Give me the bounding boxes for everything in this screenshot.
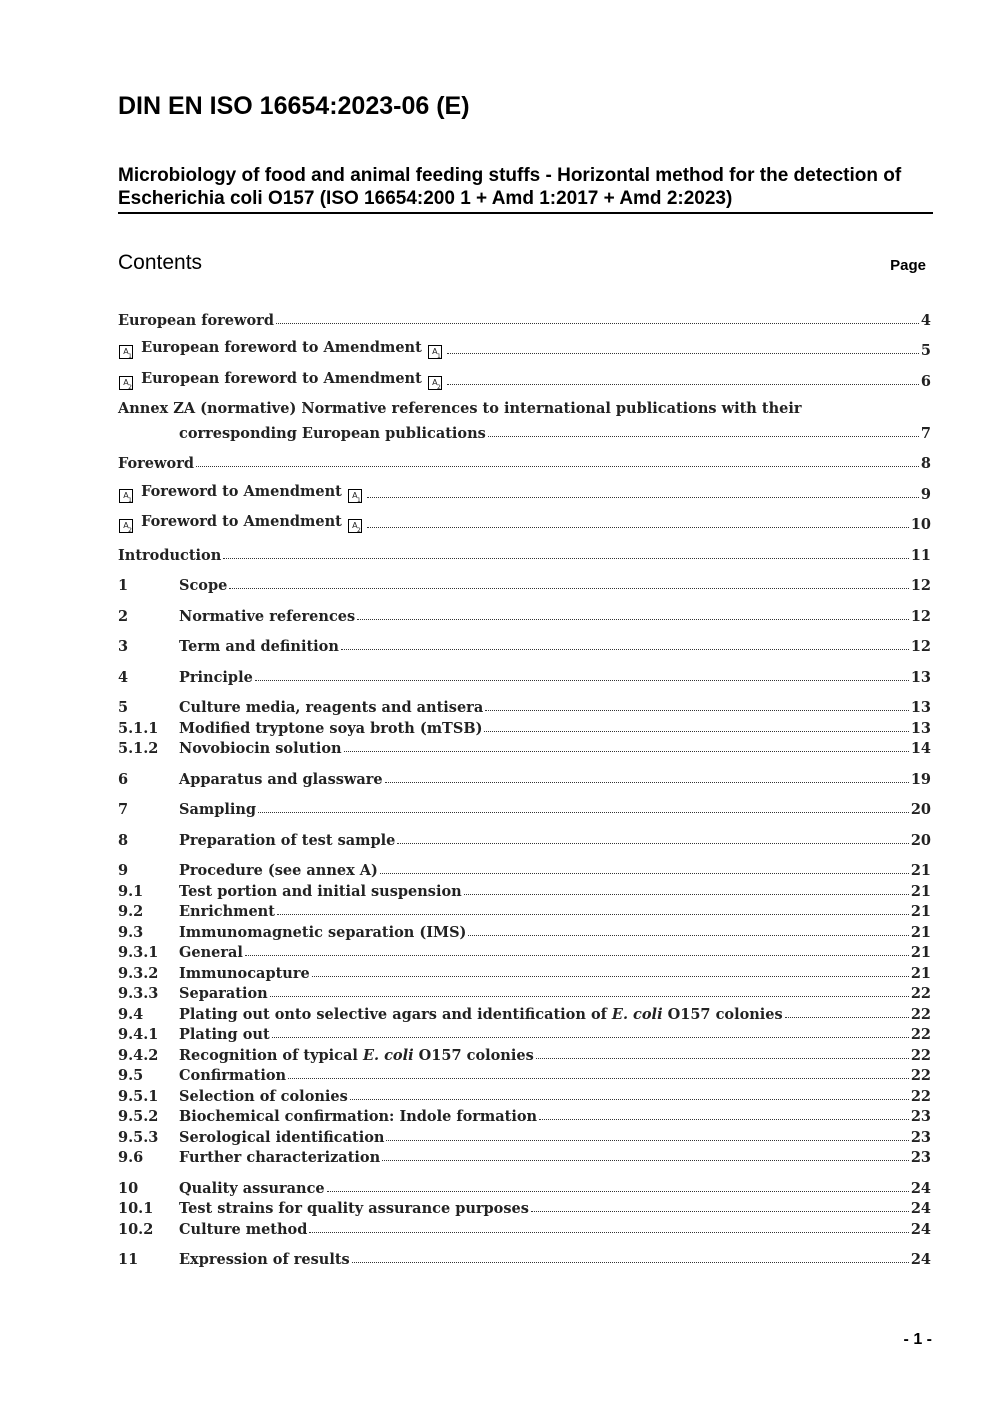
dot-leader — [312, 976, 909, 977]
toc-entry-number: 1 — [118, 577, 129, 594]
toc-entry-title: Biochemical confirmation: Indole formation — [179, 1108, 538, 1125]
amendment-start-marker-icon: A 2 — [119, 376, 133, 390]
dot-leader — [350, 1099, 909, 1100]
toc-entry-section-5-1-1[interactable] — [118, 716, 931, 737]
toc-entry-number: 9.3 — [118, 923, 144, 941]
toc-entry-page: 22 — [910, 1005, 931, 1023]
toc-entry-number: 7 — [118, 801, 129, 818]
toc-entry-number: 11 — [118, 1251, 139, 1268]
dot-leader — [277, 914, 909, 915]
toc-entry-section-10-1[interactable] — [118, 1197, 931, 1218]
dot-leader — [223, 558, 909, 559]
toc-entry-page: 12 — [910, 638, 931, 655]
dot-leader — [531, 1211, 909, 1212]
toc-entry-title: Quality assurance — [179, 1179, 325, 1197]
page-column-label: Page — [890, 257, 926, 274]
toc-entry-title: Culture media, reagents and antisera — [179, 699, 484, 716]
toc-entry-title: Immunocapture — [179, 964, 310, 982]
toc-entry-section-9-3-1[interactable] — [118, 941, 931, 962]
dot-leader — [464, 894, 909, 895]
toc-entry-title: Modified tryptone soya broth (mTSB) — [179, 719, 483, 737]
toc-entry-number: 10.1 — [118, 1200, 154, 1217]
toc-entry-title: European foreword — [118, 311, 274, 329]
toc-entry-section-10[interactable] — [118, 1176, 931, 1197]
dot-leader — [484, 731, 908, 732]
amendment-end-marker-icon: A 1 — [428, 345, 442, 359]
toc-entry-section-9-5-3[interactable] — [118, 1125, 931, 1146]
toc-entry-title: Normative references — [179, 607, 356, 625]
amendment-start-marker-icon: A 1 — [119, 489, 133, 503]
toc-entry-title: Foreword to Amendment — [141, 513, 342, 530]
toc-entry-title: Novobiocin solution — [179, 740, 342, 757]
amendment-end-marker-icon: A 1 — [348, 489, 362, 503]
toc-entry-number: 9.6 — [118, 1149, 144, 1166]
toc-entry-section-6[interactable] — [118, 767, 931, 788]
dot-leader — [447, 353, 919, 354]
toc-entry-section-9-3-3[interactable] — [118, 982, 931, 1003]
toc-entry-section-9-5-2[interactable] — [118, 1105, 931, 1126]
toc-entry-section-9-5[interactable] — [118, 1064, 931, 1085]
toc-entry-page: 21 — [910, 862, 931, 879]
toc-entry-section-3[interactable] — [118, 635, 931, 656]
toc-entry-title: Principle — [179, 668, 253, 686]
toc-entry-section-2[interactable] — [118, 604, 931, 625]
toc-entry-title: European foreword to Amendment — [141, 339, 422, 356]
toc-entry-european-foreword-amd2[interactable] — [118, 369, 931, 390]
toc-entry-page: 5 — [920, 342, 931, 359]
toc-entry-page: 23 — [910, 1149, 931, 1166]
dot-leader — [270, 996, 909, 997]
toc-entry-title: Separation — [179, 985, 268, 1002]
toc-entry-page: 20 — [910, 801, 931, 818]
dot-leader — [196, 466, 919, 467]
dot-leader — [276, 323, 919, 324]
toc-entry-title: Immunomagnetic separation (IMS) — [179, 923, 467, 941]
toc-entry-section-9-5-1[interactable] — [118, 1084, 931, 1105]
toc-entry-page: 13 — [910, 668, 931, 686]
toc-entry-section-7[interactable] — [118, 798, 931, 819]
amendment-end-marker-icon: A 2 — [428, 376, 442, 390]
toc-entry-title: Foreword — [118, 455, 194, 472]
toc-entry-page: 12 — [910, 577, 931, 594]
dot-leader — [447, 384, 919, 385]
toc-entry-number: 9.3.1 — [118, 944, 159, 961]
dot-leader — [468, 935, 908, 936]
toc-entry-title: Plating out onto selective agars and identification of E. coli O157 colonies — [179, 1005, 783, 1023]
dot-leader — [357, 619, 909, 620]
toc-entry-page: 6 — [920, 372, 931, 390]
toc-entry-number: 6 — [118, 770, 129, 788]
toc-entry-number: 9.5.1 — [118, 1087, 159, 1105]
table-of-contents — [118, 308, 931, 1268]
toc-entry-title: Test portion and initial suspension — [179, 882, 462, 900]
toc-entry-number: 9 — [118, 862, 129, 879]
toc-entry-title: Further characterization — [179, 1149, 381, 1166]
toc-entry-page: 22 — [910, 1046, 931, 1064]
dot-leader — [485, 710, 909, 711]
toc-entry-number: 4 — [118, 668, 129, 686]
toc-entry-title: Plating out — [179, 1026, 270, 1043]
toc-entry-section-5-1-2[interactable] — [118, 737, 931, 758]
toc-entry-title: Annex ZA (normative) Normative references to international publications with their — [118, 399, 802, 417]
toc-entry-title: Expression of results — [179, 1251, 350, 1268]
toc-entry-page: 24 — [910, 1220, 931, 1238]
dot-leader — [229, 588, 908, 589]
dot-leader — [272, 1037, 909, 1038]
toc-entry-number: 9.4.1 — [118, 1026, 159, 1043]
dot-leader — [352, 1262, 909, 1263]
toc-entry-section-4[interactable] — [118, 665, 931, 686]
dot-leader — [382, 1160, 909, 1161]
toc-entry-number: 2 — [118, 607, 129, 625]
toc-entry-page: 24 — [910, 1179, 931, 1197]
toc-entry-number: 9.5 — [118, 1067, 144, 1084]
toc-entry-title: Apparatus and glassware — [179, 770, 383, 788]
toc-entry-number: 5.1.2 — [118, 740, 159, 757]
document-subtitle: Microbiology of food and animal feeding stuffs - Horizontal method for the detection of Escherichia coli O157 (ISO 16654:200 1 + Amd 1:2017 + Amd 2:2023) — [118, 164, 933, 214]
toc-entry-page: 23 — [910, 1128, 931, 1146]
toc-entry-title: Culture method — [179, 1220, 308, 1238]
toc-entry-title: Selection of colonies — [179, 1087, 348, 1105]
toc-entry-number: 9.3.3 — [118, 985, 159, 1002]
dot-leader — [344, 751, 909, 752]
toc-entry-number: 5.1.1 — [118, 719, 159, 737]
contents-heading: Contents — [118, 251, 203, 274]
toc-entry-section-9-6[interactable] — [118, 1146, 931, 1167]
toc-entry-page: 22 — [910, 1067, 931, 1084]
toc-entry-section-5[interactable] — [118, 696, 931, 717]
toc-entry-section-9[interactable] — [118, 859, 931, 880]
toc-entry-section-9-4-1[interactable] — [118, 1023, 931, 1044]
dot-leader — [245, 955, 909, 956]
toc-entry-page: 7 — [920, 424, 931, 442]
toc-entry-title: Test strains for quality assurance purposes — [179, 1200, 529, 1217]
toc-entry-page: 24 — [910, 1251, 931, 1268]
dot-leader — [367, 527, 909, 528]
toc-entry-european-foreword[interactable] — [118, 308, 931, 329]
toc-entry-number: 9.2 — [118, 903, 144, 920]
toc-entry-title: European foreword to Amendment — [141, 369, 422, 387]
toc-entry-number: 9.3.2 — [118, 964, 159, 982]
toc-entry-page: 19 — [910, 770, 931, 788]
dot-leader — [488, 436, 919, 437]
page-number-footer: - 1 - — [903, 1331, 932, 1348]
toc-entry-title: Recognition of typical E. coli O157 colonies — [179, 1046, 534, 1064]
dot-leader — [380, 873, 909, 874]
toc-entry-title: Term and definition — [179, 638, 339, 655]
dot-leader — [397, 843, 908, 844]
toc-entry-section-9-4-2[interactable] — [118, 1043, 931, 1064]
dot-leader — [367, 497, 919, 498]
toc-entry-number: 10.2 — [118, 1220, 154, 1238]
toc-entry-page: 11 — [910, 546, 931, 564]
dot-leader — [309, 1232, 908, 1233]
toc-entry-section-9-4[interactable] — [118, 1002, 931, 1023]
amendment-start-marker-icon: A 2 — [119, 519, 133, 533]
document-title: DIN EN ISO 16654:2023-06 (E) — [118, 92, 470, 120]
toc-entry-page: 23 — [910, 1108, 931, 1125]
toc-entry-page: 13 — [910, 699, 931, 716]
toc-entry-section-1[interactable] — [118, 574, 931, 595]
toc-entry-section-11[interactable] — [118, 1248, 931, 1269]
toc-entry-page: 21 — [910, 903, 931, 920]
amendment-start-marker-icon: A 1 — [119, 345, 133, 359]
toc-entry-page: 22 — [910, 1087, 931, 1105]
toc-entry-page: 21 — [910, 964, 931, 982]
toc-entry-title-continued: corresponding European publications — [179, 424, 486, 442]
toc-entry-title: Sampling — [179, 801, 257, 818]
toc-entry-page: 21 — [910, 944, 931, 961]
toc-entry-section-8[interactable] — [118, 828, 931, 849]
dot-leader — [386, 1140, 908, 1141]
toc-entry-page: 20 — [910, 831, 931, 849]
dot-leader — [258, 812, 909, 813]
toc-entry-page: 4 — [920, 311, 931, 329]
toc-entry-number: 9.5.2 — [118, 1108, 159, 1125]
toc-entry-number: 8 — [118, 831, 129, 849]
toc-entry-title: Introduction — [118, 546, 222, 564]
dot-leader — [327, 1191, 909, 1192]
toc-entry-page: 21 — [910, 923, 931, 941]
toc-entry-page: 24 — [910, 1200, 931, 1217]
toc-entry-annex-za[interactable] — [118, 400, 931, 442]
toc-entry-number: 9.4.2 — [118, 1046, 159, 1064]
toc-entry-number: 5 — [118, 699, 129, 716]
toc-entry-number: 9.4 — [118, 1005, 144, 1023]
toc-entry-number: 9.5.3 — [118, 1128, 159, 1146]
toc-entry-page: 22 — [910, 1026, 931, 1043]
toc-entry-section-9-2[interactable] — [118, 900, 931, 921]
toc-entry-page: 14 — [910, 740, 931, 757]
toc-entry-section-9-3[interactable] — [118, 920, 931, 941]
toc-entry-page: 21 — [910, 882, 931, 900]
toc-entry-page: 22 — [910, 985, 931, 1002]
toc-entry-section-9-1[interactable] — [118, 879, 931, 900]
toc-entry-number: 3 — [118, 638, 129, 655]
toc-entry-page: 12 — [910, 607, 931, 625]
dot-leader — [785, 1017, 909, 1018]
toc-entry-european-foreword-amd1[interactable] — [118, 339, 931, 360]
toc-entry-foreword-amd1[interactable] — [118, 482, 931, 503]
dot-leader — [341, 649, 909, 650]
toc-entry-section-9-3-2[interactable] — [118, 961, 931, 982]
toc-entry-page: 8 — [920, 455, 931, 472]
toc-entry-section-10-2[interactable] — [118, 1217, 931, 1238]
toc-entry-title: Confirmation — [179, 1067, 287, 1084]
dot-leader — [539, 1119, 909, 1120]
toc-entry-number: 9.1 — [118, 882, 144, 900]
toc-entry-title: Enrichment — [179, 903, 275, 920]
toc-entry-page: 13 — [910, 719, 931, 737]
toc-entry-title: Serological identification — [179, 1128, 385, 1146]
toc-entry-title: Procedure (see annex A) — [179, 862, 378, 879]
dot-leader — [255, 680, 909, 681]
dot-leader — [385, 782, 909, 783]
toc-entry-page: 10 — [910, 516, 931, 533]
toc-entry-title: Scope — [179, 577, 228, 594]
toc-entry-introduction[interactable] — [118, 543, 931, 564]
toc-entry-number: 10 — [118, 1179, 139, 1197]
amendment-end-marker-icon: A 2 — [348, 519, 362, 533]
dot-leader — [288, 1078, 909, 1079]
toc-entry-title: Foreword to Amendment — [141, 482, 342, 500]
toc-entry-page: 9 — [920, 485, 931, 503]
toc-entry-foreword-amd2[interactable] — [118, 513, 931, 534]
dot-leader — [536, 1058, 909, 1059]
toc-entry-title: Preparation of test sample — [179, 831, 396, 849]
toc-entry-title: General — [179, 944, 243, 961]
toc-entry-foreword[interactable] — [118, 452, 931, 473]
